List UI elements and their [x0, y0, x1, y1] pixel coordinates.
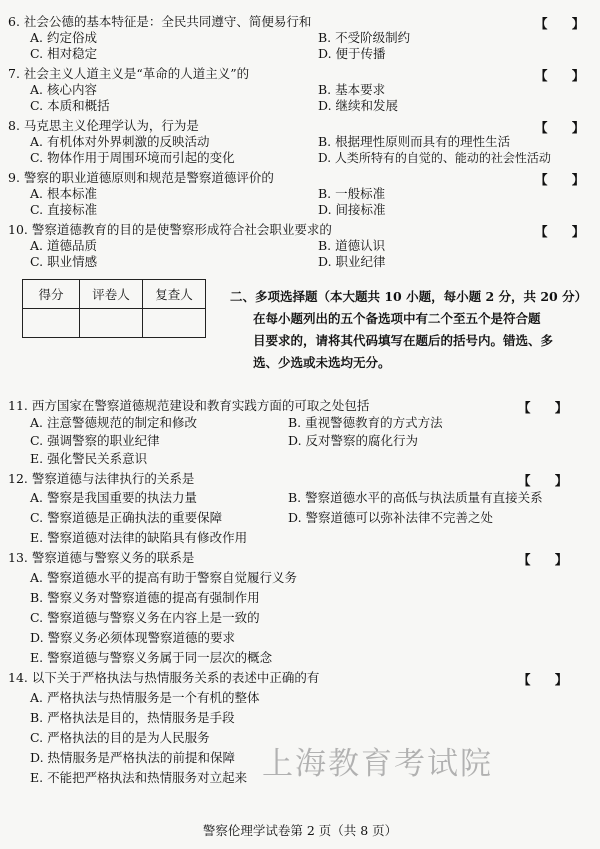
option-e: E. 强化警民关系意识: [30, 451, 148, 466]
option-d: D. 人类所特有的自觉的、能动的社会性活动: [318, 151, 551, 165]
option-d: D. 警察道德可以弥补法律不完善之处: [288, 510, 494, 525]
option-d: D. 职业纪律: [318, 254, 386, 269]
option-c: C. 物体作用于周围环境而引起的变化: [30, 150, 235, 165]
option-a: A. 核心内容: [30, 82, 97, 97]
option-c: C. 强调警察的职业纪律: [30, 433, 160, 448]
option-d: D. 热情服务是严格执法的前提和保障: [30, 750, 236, 765]
answer-bracket[interactable]: 【 】: [518, 400, 578, 415]
answer-bracket[interactable]: 【 】: [535, 172, 595, 187]
option-e: E. 不能把严格执法和热情服务对立起来: [30, 770, 248, 785]
question-8-stem: 8. 马克思主义伦理学认为，行为是: [8, 118, 199, 133]
section-2-title: 二、多项选择题（本大题共 10 小题，每小题 2 分，共 20 分）: [230, 289, 588, 304]
option-b: B. 一般标准: [318, 186, 386, 201]
option-d: D. 便于传播: [318, 46, 386, 61]
grader-cell[interactable]: [80, 309, 143, 338]
option-e: E. 警察道德与警察义务属于同一层次的概念: [30, 650, 273, 665]
score-cell[interactable]: [23, 309, 80, 338]
option-b: B. 不受阶级制约: [318, 30, 411, 45]
option-c: C. 警察道德与警察义务在内容上是一致的: [30, 610, 260, 625]
question-6-stem: 6. 社会公德的基本特征是：全民共同遵守、简便易行和: [8, 14, 312, 29]
option-b: B. 重视警德教育的方式方法: [288, 415, 443, 430]
section-2-instruction: 在每小题列出的五个备选项中有二个至五个是符合题: [253, 311, 541, 326]
option-d: D. 反对警察的腐化行为: [288, 433, 419, 448]
option-b: B. 警察道德水平的高低与执法质量有直接关系: [288, 490, 543, 505]
option-b: B. 根据理性原则而具有的理性生活: [318, 134, 511, 149]
question-11-stem: 11. 西方国家在警察道德规范建设和教育实践方面的可取之处包括: [8, 398, 370, 413]
option-c: C. 职业情感: [30, 254, 98, 269]
option-c: C. 严格执法的目的是为人民服务: [30, 730, 210, 745]
option-a: A. 注意警德规范的制定和修改: [30, 415, 197, 430]
watermark: 上海教育考试院: [262, 746, 493, 782]
option-c: C. 相对稳定: [30, 46, 98, 61]
question-13-stem: 13. 警察道德与警察义务的联系是: [8, 550, 195, 565]
option-c: C. 直接标准: [30, 202, 98, 217]
option-b: B. 基本要求: [318, 82, 386, 97]
answer-bracket[interactable]: 【 】: [518, 473, 578, 488]
option-a: A. 警察道德水平的提高有助于警察自觉履行义务: [30, 570, 297, 585]
option-a: A. 约定俗成: [30, 30, 97, 45]
option-b: B. 道德认识: [318, 238, 386, 253]
option-a: A. 根本标准: [30, 186, 97, 201]
section-2-instruction: 选、少选或未选均无分。: [253, 355, 391, 370]
section-2-instruction: 目要求的，请将其代码填写在题后的括号内。错选、多: [253, 333, 554, 348]
option-a: A. 有机体对外界刺激的反映活动: [30, 134, 210, 149]
answer-bracket[interactable]: 【 】: [535, 120, 595, 135]
question-14-stem: 14. 以下关于严格执法与热情服务关系的表述中正确的有: [8, 670, 320, 685]
option-c: C. 本质和概括: [30, 98, 110, 113]
answer-bracket[interactable]: 【 】: [518, 672, 578, 687]
answer-bracket[interactable]: 【 】: [535, 224, 595, 239]
answer-bracket[interactable]: 【 】: [518, 552, 578, 567]
option-a: A. 警察是我国重要的执法力量: [30, 490, 197, 505]
question-7-stem: 7. 社会主义人道主义是“革命的人道主义”的: [8, 66, 250, 81]
page-footer: 警察伦理学试卷第 2 页（共 8 页）: [202, 823, 398, 838]
grader-header: 评卷人: [80, 280, 143, 309]
option-d: D. 间接标准: [318, 202, 386, 217]
option-d: D. 警察义务必须体现警察道德的要求: [30, 630, 236, 645]
option-b: B. 严格执法是目的，热情服务是手段: [30, 710, 235, 725]
score-table: [22, 279, 206, 338]
question-12-stem: 12. 警察道德与法律执行的关系是: [8, 471, 195, 486]
option-d: D. 继续和发展: [318, 98, 399, 113]
question-9-stem: 9. 警察的职业道德原则和规范是警察道德评价的: [8, 170, 274, 185]
answer-bracket[interactable]: 【 】: [535, 68, 595, 83]
option-a: A. 严格执法与热情服务是一个有机的整体: [30, 690, 260, 705]
question-10-stem: 10. 警察道德教育的目的是使警察形成符合社会职业要求的: [8, 222, 332, 237]
option-a: A. 道德品质: [30, 238, 97, 253]
option-c: C. 警察道德是正确执法的重要保障: [30, 510, 223, 525]
answer-bracket[interactable]: 【 】: [535, 16, 595, 31]
score-header: 得分: [23, 280, 80, 309]
option-e: E. 警察道德对法律的缺陷具有修改作用: [30, 530, 248, 545]
reviewer-header: 复查人: [143, 280, 206, 309]
option-b: B. 警察义务对警察道德的提高有强制作用: [30, 590, 260, 605]
reviewer-cell[interactable]: [143, 309, 206, 338]
